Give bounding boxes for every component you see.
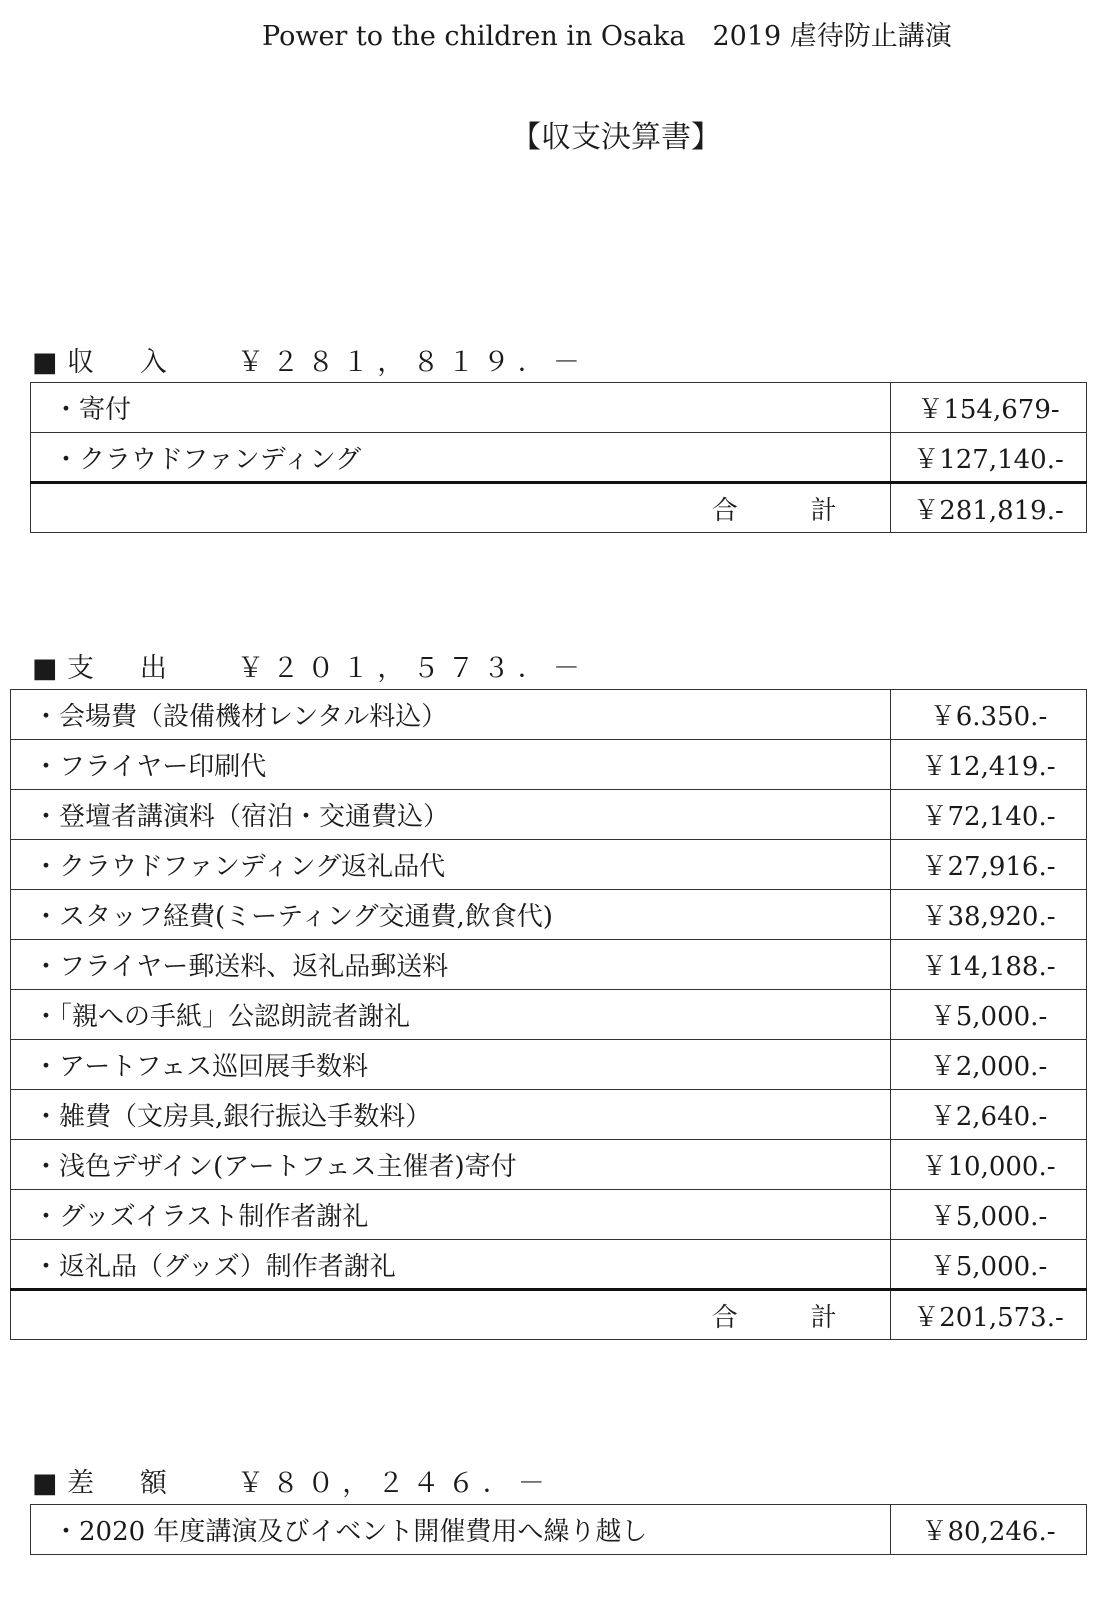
table-row [31, 383, 1087, 433]
income-total-amount: ￥281,819.- [891, 483, 1087, 533]
table-row [11, 1040, 1087, 1090]
expense-item: ・クラウドファンディング返礼品代 [11, 840, 891, 890]
balance-amount: ￥８０，２４６．－ [237, 1468, 553, 1499]
expense-item-amount: ￥5,000.- [891, 1240, 1087, 1290]
balance-table [30, 1504, 1087, 1555]
expense-item: ・スタッフ経費(ミーティング交通費,飲食代) [11, 890, 891, 940]
income-item: ・寄付 [31, 383, 891, 433]
expense-item-amount: ￥12,419.- [891, 740, 1087, 790]
income-item: ・クラウドファンディング [31, 433, 891, 483]
table-row [11, 890, 1087, 940]
table-row [11, 940, 1087, 990]
table-row [11, 690, 1087, 740]
table-row [31, 433, 1087, 483]
expense-item-amount: ￥2,640.- [891, 1090, 1087, 1140]
income-total-label: 合 計 [31, 483, 891, 533]
expense-item-amount: ￥72,140.- [891, 790, 1087, 840]
income-amount: ￥２８１，８１９．－ [237, 347, 588, 378]
table-row [11, 1240, 1087, 1290]
table-row [11, 740, 1087, 790]
expense-item: ・会場費（設備機材レンタル料込） [11, 690, 891, 740]
balance-label: ■差 額 [32, 1468, 177, 1499]
expense-total-row [11, 1290, 1087, 1340]
expense-item: ・フライヤー印刷代 [11, 740, 891, 790]
expense-item: ・登壇者講演料（宿泊・交通費込） [11, 790, 891, 840]
expense-amount: ￥２０１，５７３．－ [237, 653, 588, 684]
expense-total-amount: ￥201,573.- [891, 1290, 1087, 1340]
expense-item-amount: ￥14,188.- [891, 940, 1087, 990]
balance-heading [32, 1461, 553, 1500]
income-total-row [31, 483, 1087, 533]
expense-item: ・アートフェス巡回展手数料 [11, 1040, 891, 1090]
table-row [11, 990, 1087, 1040]
balance-item: ・2020 年度講演及びイベント開催費用へ繰り越し [31, 1505, 891, 1555]
expense-label: ■支 出 [32, 653, 177, 684]
expense-item: ・グッズイラスト制作者謝礼 [11, 1190, 891, 1240]
document-title: 【収支決算書】 [511, 120, 721, 155]
expense-item: ・雑費（文房具,銀行振込手数料） [11, 1090, 891, 1140]
expense-item-amount: ￥2,000.- [891, 1040, 1087, 1090]
expense-heading [32, 646, 588, 685]
expense-item-amount: ￥38,920.- [891, 890, 1087, 940]
expense-item-amount: ￥27,916.- [891, 840, 1087, 890]
expense-item: ・フライヤー郵送料、返礼品郵送料 [11, 940, 891, 990]
expense-item-amount: ￥10,000.- [891, 1140, 1087, 1190]
income-item-amount: ￥154,679- [891, 383, 1087, 433]
expense-item-amount: ￥6.350.- [891, 690, 1087, 740]
expense-item: ・浅色デザイン(アートフェス主催者)寄付 [11, 1140, 891, 1190]
income-item-amount: ￥127,140.- [891, 433, 1087, 483]
balance-item-amount: ￥80,246.- [891, 1505, 1087, 1555]
table-row [11, 1090, 1087, 1140]
income-heading [32, 340, 588, 379]
expense-item-amount: ￥5,000.- [891, 990, 1087, 1040]
header-title: Power to the children in Osaka 2019 虐待防止講演 [262, 21, 952, 52]
income-label: ■収 入 [32, 347, 177, 378]
income-table [30, 382, 1087, 533]
expense-item: ・返礼品（グッズ）制作者謝礼 [11, 1240, 891, 1290]
expense-table [10, 689, 1087, 1340]
expense-item-amount: ￥5,000.- [891, 1190, 1087, 1240]
expense-item: ・「親への手紙」公認朗読者謝礼 [11, 990, 891, 1040]
table-row [11, 790, 1087, 840]
expense-total-label: 合 計 [11, 1290, 891, 1340]
table-row [11, 1140, 1087, 1190]
table-row [11, 1190, 1087, 1240]
table-row [11, 840, 1087, 890]
table-row [31, 1505, 1087, 1555]
